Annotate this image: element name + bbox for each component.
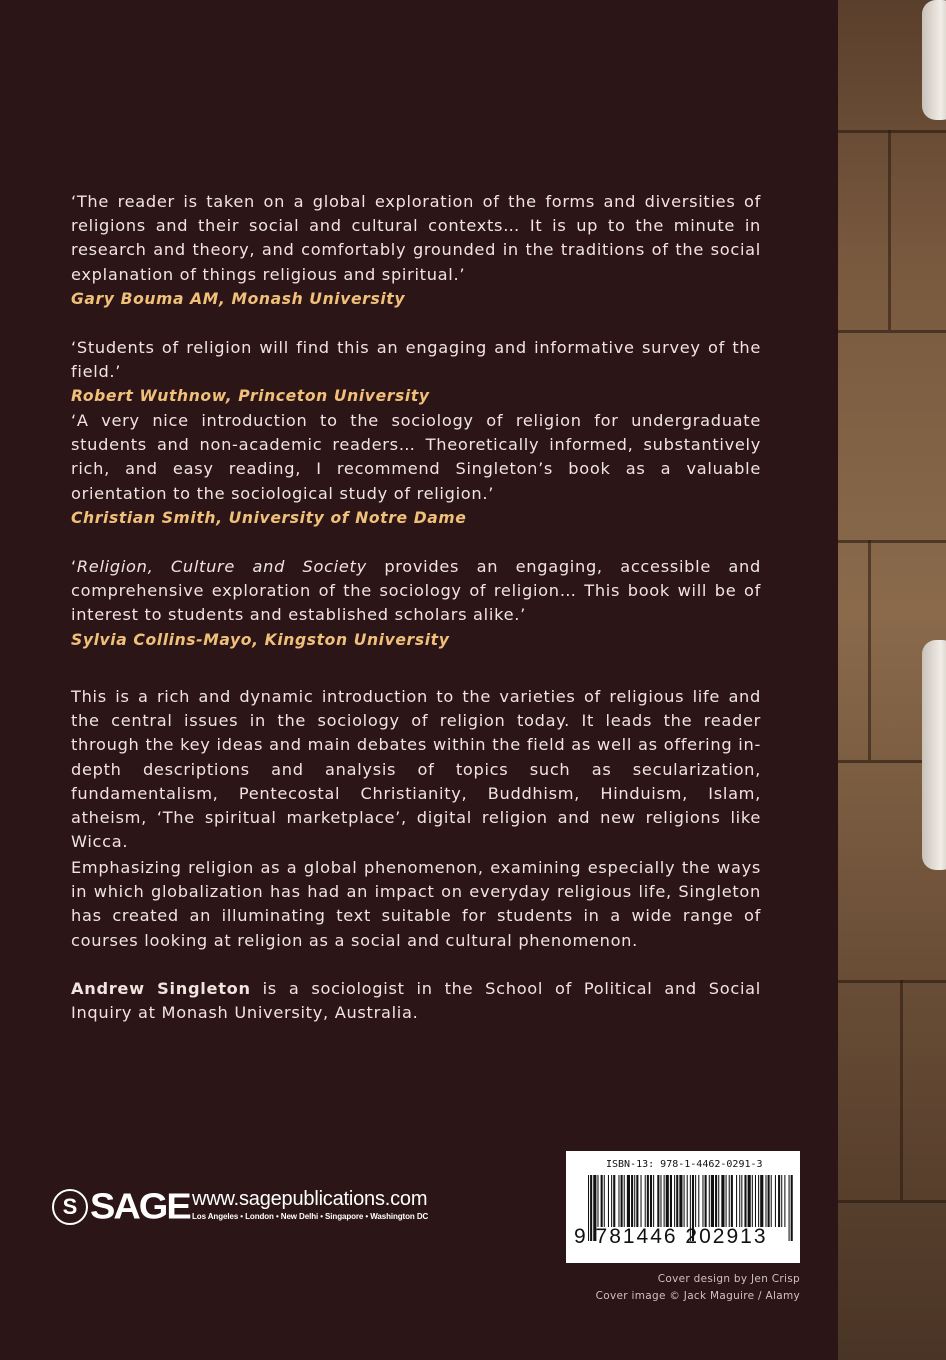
endorsement-quote-2 xyxy=(71,336,761,408)
quote-open-mark: ‘ xyxy=(71,557,77,576)
author-bio-text xyxy=(71,977,761,1025)
description-text: This is a rich and dynamic introduction to the varieties of religious life and the central issues in the sociology of religion today. It leads the reader through the key ideas and main debates within the field as well as offering in-depth descriptions and analysis of topics such as secularization, fundamentalism, Pentecostal Christianity, Buddhism, Hinduism, Islam, atheism, ‘The spiritual marketplace’, digital religion and new religions like Wicca. xyxy=(71,687,761,852)
barcode-bar xyxy=(729,1175,730,1227)
publisher-cities: Los Angeles • London • New Delhi • Singapore • Washington DC xyxy=(192,1212,429,1221)
barcode-bar xyxy=(645,1175,646,1227)
endorsement-quote-1 xyxy=(71,190,761,311)
barcode-bar xyxy=(647,1175,649,1227)
quote-text xyxy=(71,555,761,628)
barcode-bar xyxy=(744,1175,746,1227)
quote-attribution: Robert Wuthnow, Princeton University xyxy=(71,387,430,406)
barcode-bar xyxy=(657,1175,659,1227)
barcode-bar xyxy=(684,1175,685,1227)
barcode-digits: 9 781446 202913 xyxy=(574,1225,768,1248)
quote-text: ‘A very nice introduction to the sociology of religion for undergraduate students and non-academic readers… Theoretically informed, substantively rich, and easy reading, I recommend Singleton’s book as a valuable orientation to the sociological study of religion.’ xyxy=(71,411,761,503)
isbn-label: ISBN-13: 978-1-4462-0291-3 xyxy=(606,1159,763,1170)
barcode-bar xyxy=(674,1175,675,1227)
barcode-bar xyxy=(775,1175,776,1227)
author-name: Andrew Singleton xyxy=(71,979,251,998)
endorsement-quote-4 xyxy=(71,555,761,652)
quote-attribution: Gary Bouma AM, Monash University xyxy=(71,289,406,308)
sage-s-icon: S xyxy=(52,1189,88,1225)
barcode-bar xyxy=(718,1175,719,1227)
barcode-bar xyxy=(709,1175,710,1227)
barcode-bar xyxy=(670,1175,672,1227)
barcode-bar xyxy=(634,1175,635,1227)
sage-wordmark: SAGE xyxy=(90,1186,190,1227)
description-paragraph-1 xyxy=(71,685,761,854)
barcode-bar xyxy=(653,1175,654,1227)
endorsement-quote-3 xyxy=(71,409,761,530)
barcode-bar xyxy=(604,1175,605,1227)
barcode-bar xyxy=(791,1175,793,1241)
barcode-bar xyxy=(666,1175,669,1227)
barcode-bar xyxy=(679,1175,682,1227)
publisher-url: www.sagepublications.com xyxy=(192,1188,428,1210)
description-paragraph-2 xyxy=(71,856,761,953)
cover-design-credit: Cover design by Jen Crisp xyxy=(657,1273,800,1285)
description-text: Emphasizing religion as a global phenomenon, examining especially the ways in which globalization has had an impact on everyday religious life, Singleton has created an illuminating text suitable for students in a wide range of courses looking at religion as a social and cultural phenomenon. xyxy=(71,858,761,950)
barcode-bar xyxy=(664,1175,665,1227)
barcode-bar xyxy=(624,1175,625,1227)
quote-text: ‘The reader is taken on a global exploration of the forms and diversities of religions and their social and cultural contexts… It is up to the minute in research and theory, and comfortably grounded in the traditions of the social explanation of things religious and spiritual.’ xyxy=(71,192,761,284)
barcode-bar xyxy=(789,1175,790,1241)
barcode-bar xyxy=(601,1175,603,1227)
barcode-bar xyxy=(721,1175,724,1227)
barcode-bar xyxy=(760,1175,763,1227)
barcode-bar xyxy=(650,1175,652,1227)
barcode-bar xyxy=(711,1175,714,1227)
barcode-bar xyxy=(702,1175,703,1227)
barcode-bar xyxy=(676,1175,678,1227)
quote-attribution: Christian Smith, University of Notre Dame xyxy=(71,508,467,527)
barcode-bar xyxy=(778,1175,780,1227)
barcode-bar xyxy=(611,1175,612,1227)
author-bio-rest: is a sociologist in the School of Political and Social Inquiry at Monash University, Australia. xyxy=(71,979,761,1023)
quote-text: ‘Students of religion will find this an engaging and informative survey of the field.’ xyxy=(71,338,761,382)
barcode-bar xyxy=(739,1175,740,1227)
barcode-bar xyxy=(741,1175,742,1227)
book-title: Religion, Culture and Society xyxy=(76,557,367,576)
barcode-bar xyxy=(618,1175,619,1227)
barcode-bar xyxy=(660,1175,661,1227)
author-bio xyxy=(71,977,761,1025)
quote-attribution: Sylvia Collins-Mayo, Kingston University xyxy=(71,630,450,649)
barcode-bar xyxy=(608,1175,609,1227)
barcode-bar xyxy=(698,1175,699,1227)
barcode-bar xyxy=(687,1175,688,1227)
barcode-bar xyxy=(771,1175,772,1227)
barcode-bar xyxy=(695,1175,696,1227)
barcode-bar xyxy=(784,1175,785,1227)
barcode-bar xyxy=(748,1175,751,1227)
barcode-bar xyxy=(621,1175,623,1227)
cover-image-credit: Cover image © Jack Maguire / Alamy xyxy=(595,1290,800,1302)
barcode-bar xyxy=(636,1175,638,1227)
barcode-bar xyxy=(731,1175,733,1227)
quote-rest: provides an engaging, accessible and comprehensive exploration of the sociology of religion… This book will be of interest to students and established scholars alike.’ xyxy=(71,557,761,625)
barcode-bar xyxy=(781,1175,782,1227)
stone-wall-photo-strip xyxy=(838,0,946,1360)
barcode-bar xyxy=(627,1175,630,1227)
barcode-bar xyxy=(736,1175,737,1227)
barcode-bar xyxy=(765,1175,766,1227)
barcode-bar xyxy=(597,1175,598,1227)
barcode-bar xyxy=(755,1175,756,1227)
barcode-bar xyxy=(641,1175,642,1227)
barcode-bar xyxy=(715,1175,717,1227)
sage-logo xyxy=(52,1186,190,1228)
barcode-bar xyxy=(768,1175,770,1227)
barcode-bar xyxy=(758,1175,759,1227)
barcode-bar xyxy=(726,1175,727,1227)
barcode-bar xyxy=(752,1175,753,1227)
barcode-bar xyxy=(705,1175,707,1227)
barcode-bar xyxy=(631,1175,633,1227)
barcode-bar xyxy=(613,1175,615,1227)
isbn-barcode xyxy=(566,1151,800,1263)
